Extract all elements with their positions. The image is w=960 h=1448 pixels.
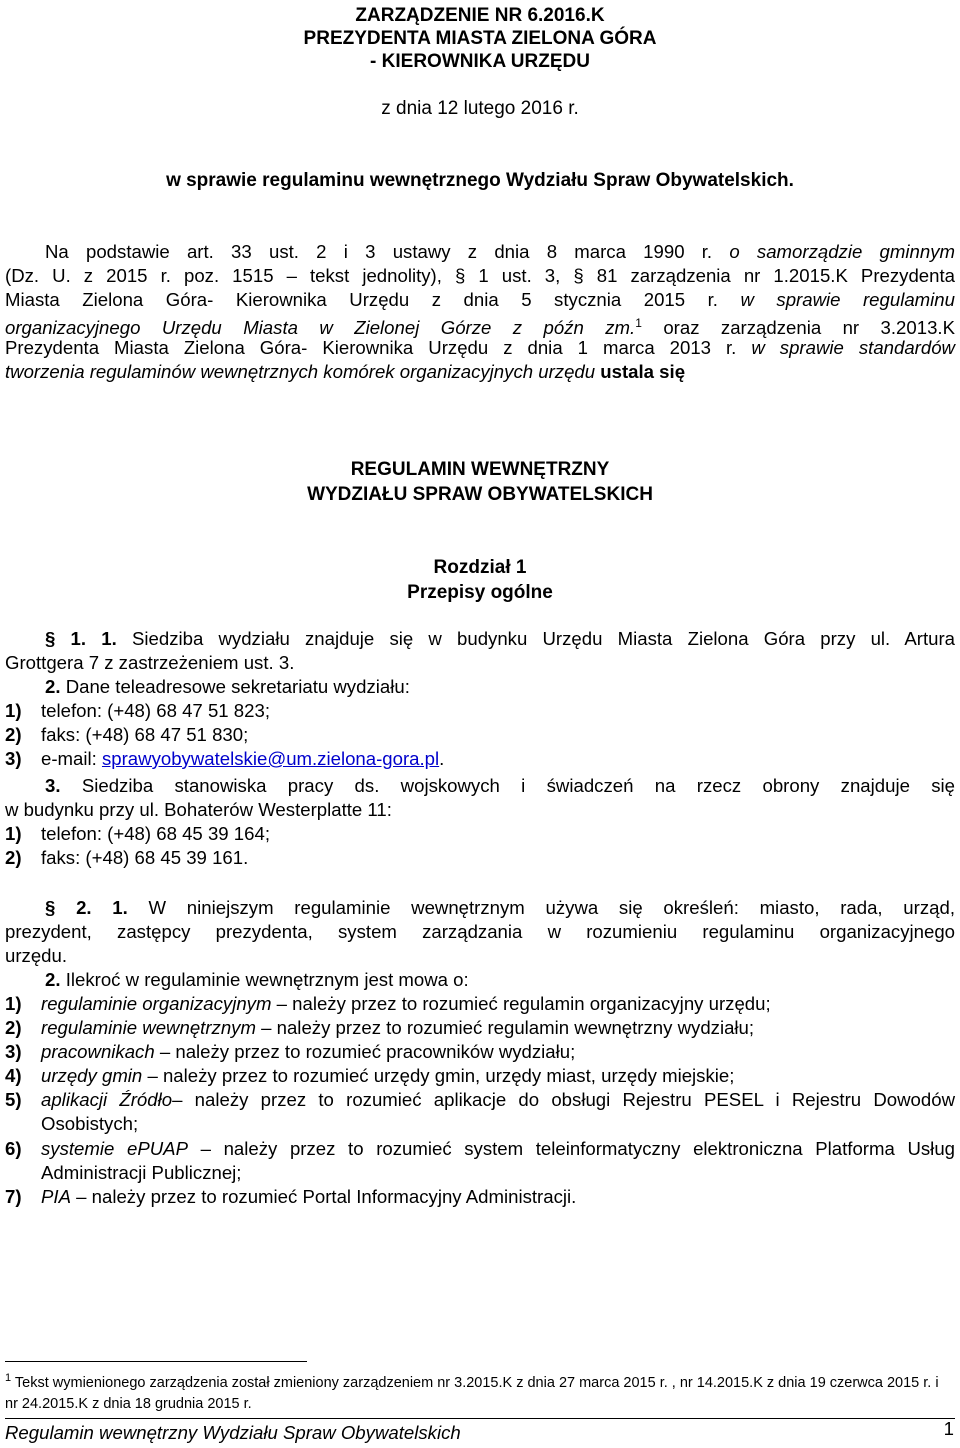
section-paragraph: § 1. 1. Siedziba wydziału znajduje się w budynku Urzędu Miasta Zielona Góra przy ul. Artura: [45, 628, 956, 649]
issuer-subtitle: - KIEROWNIKA URZĘDU: [370, 51, 590, 72]
ordinance-number: ZARZĄDZENIE NR 6.2016.K: [355, 5, 605, 26]
issue-date: z dnia 12 lutego 2016 r.: [381, 98, 579, 119]
email-link[interactable]: sprawyobywatelskie@um.zielona-gora.pl: [101, 748, 440, 769]
chapter-name: Przepisy ogólne: [407, 582, 553, 603]
page-number: 1: [943, 1418, 954, 1439]
footnote-separator: [5, 1361, 307, 1362]
document-page: ZARZĄDZENIE NR 6.2016.K PREZYDENTA MIASTA ZIELONA GÓRA - KIEROWNIKA URZĘDU z dnia 12 lutego 2016 r. w sprawie regulaminu wewnętrznego Wydziału Spraw Obywatelskich. Na podstawie art. 33 ust. 2 i 3 ustawy z dnia 8 marca 1990 r. o samorządzie gminnym (Dz. U. z 2015 r. poz. 1515 – tekst jednolity), § 1 ust. 3, § 81 zarządzenia nr 1.2015.K Prezydenta Miasta Zielona Góra- Kierownika Urzędu z dnia 5 stycznia 2015 r. w sprawie regulaminu organizacyjnego Urzędu Miasta w Zielonej Górze z późn zm.$^1$ oraz zarządzenia nr 3.2013.K Prezydenta Miasta Zielona Góra- Kierownika Urzędu z dnia 1 marca 2013 r. w sprawie standardów tworzenia regulaminów wewnętrznych komórek organizacyjnych urzędu ustala się REGULAMIN WEWNĘTRZNY WYDZIAŁU SPRAW OBYWATELSKICH Rozdział 1 Przepisy ogólne § 1. 1. Siedziba wydziału znajduje się w budynku Urzędu Miasta Zielona Góra przy ul. Artura Grottgera 7 z zastrzeżeniem ust. 3. 2. Dane teleadresowe sekretariatu wydziału: 1) telefon: (+48) 68 47 51 823; 2) faks: (+48) 68 47 51 830; 3) e-mail: sprawyobywatelskie@um.zielona-gora.pl. 3. Siedziba stanowiska pracy ds. wojskowych i świadczeń na rzecz obrony znajduje się w budynku przy ul. Bohaterów Westerplatte 11: 1) telefon: (+48) 68 45 39 164; 2) faks: (+48) 68 45 39 161. § 2. 1. W niniejszym regulaminie wewnętrznym używa się określeń: miasto, rada, urząd, prezydent, zastępcy prezydenta, system zarządzania w rozumieniu regulaminu organizacyjnego urzędu. 2. Ilekroć w regulaminie wewnętrznym jest mowa o: 1) regulaminie organizacyjnym – należy przez to rozumieć regulamin organizacyjny urzędu; 2) regulaminie wewnętrznym – należy przez to rozumieć regulamin wewnętrzny wydziału; 3) pracownikach – należy przez to rozumieć pracowników wydziału; 4) urzędy gmin – należy przez to rozumieć urzędy gmin, urzędy miast, urzędy miejskie; 5) aplikacji Źródło– należy przez to rozumieć aplikacje do obsługi Rejestru PESEL i Rejestru Dowodów Osobistych; 6) systemie ePUAP – należy przez to rozumieć system teleinformatyczny elektroniczna Platforma Usług Administracji Publicznej; 7) PIA – należy przez to rozumieć Portal Informacyjny Administracji. $^1$ Tekst wymienionego zarządzenia został zmieniony zarządzeniem nr 3.2015.K z dnia 27 marca 2015 r. , nr 14.2015.K z dnia 19 czerwca 2015 r. i nr 24.2015.K z dnia 18 grudnia 2015 r. Regulamin wewnętrzny Wydziału Spraw Obywatelskich 1: [0, 0, 960, 1448]
footnote-reference: 1: [635, 316, 642, 330]
section-paragraph: urzędu.: [5, 945, 68, 966]
preamble-line: Prezydenta Miasta Zielona Góra- Kierownika Urzędu z dnia 1 marca 2013 r. w sprawie standardów: [5, 337, 955, 358]
footer-title: Regulamin wewnętrzny Wydziału Spraw Obywatelskich: [5, 1422, 461, 1443]
preamble-line: organizacyjnego Urzędu Miasta w Zielonej Górze z późn zm.$^1$ oraz zarządzenia nr 3.2013.K: [5, 316, 955, 339]
regulation-subtitle: WYDZIAŁU SPRAW OBYWATELSKICH: [307, 484, 653, 505]
preamble-line: Na podstawie art. 33 ust. 2 i 3 ustawy z dnia 8 marca 1990 r. o samorządzie gminnym: [45, 241, 955, 262]
section-paragraph: 3. Siedziba stanowiska pracy ds. wojskowych i świadczeń na rzecz obrony znajduje się: [45, 775, 955, 796]
regulation-title: REGULAMIN WEWNĘTRZNY: [350, 459, 610, 480]
footer-rule: [5, 1418, 955, 1419]
footnote-mark: 1: [5, 1372, 12, 1385]
preamble-line: (Dz. U. z 2015 r. poz. 1515 – tekst jednolity), § 1 ust. 3, § 81 zarządzenia nr 1.2015.K Prezydenta: [5, 265, 955, 286]
preamble-line: tworzenia regulaminów wewnętrznych komórek organizacyjnych urzędu ustala się: [5, 361, 686, 382]
chapter-number: Rozdział 1: [433, 557, 527, 578]
section-paragraph: § 2. 1. W niniejszym regulaminie wewnętrznym używa się określeń: miasto, rada, urząd,: [45, 897, 955, 918]
section-paragraph: 2. Dane teleadresowe sekretariatu wydziału:: [45, 676, 410, 697]
ordinance-subject: w sprawie regulaminu wewnętrznego Wydziału Spraw Obywatelskich.: [166, 170, 794, 191]
section-paragraph: w budynku przy ul. Bohaterów Westerplatte 11:: [5, 799, 392, 820]
section-paragraph: 2. Ilekroć w regulaminie wewnętrznym jest mowa o:: [45, 969, 469, 990]
section-paragraph: prezydent, zastępcy prezydenta, system zarządzania w rozumieniu regulaminu organizacyjnego: [5, 921, 955, 942]
preamble-line: Miasta Zielona Góra- Kierownika Urzędu z dnia 5 stycznia 2015 r. w sprawie regulaminu: [5, 289, 955, 310]
footnote: $^1$ Tekst wymienionego zarządzenia został zmieniony zarządzeniem nr 3.2015.K z dnia 27 marca 2015 r. , nr 14.2015.K z dnia 19 czerwca 2015 r. i nr 24.2015.K z dnia 18 grudnia 2015 r.: [5, 1372, 939, 1412]
issuer-title: PREZYDENTA MIASTA ZIELONA GÓRA: [303, 28, 657, 49]
section-paragraph: Grottgera 7 z zastrzeżeniem ust. 3.: [5, 652, 295, 673]
